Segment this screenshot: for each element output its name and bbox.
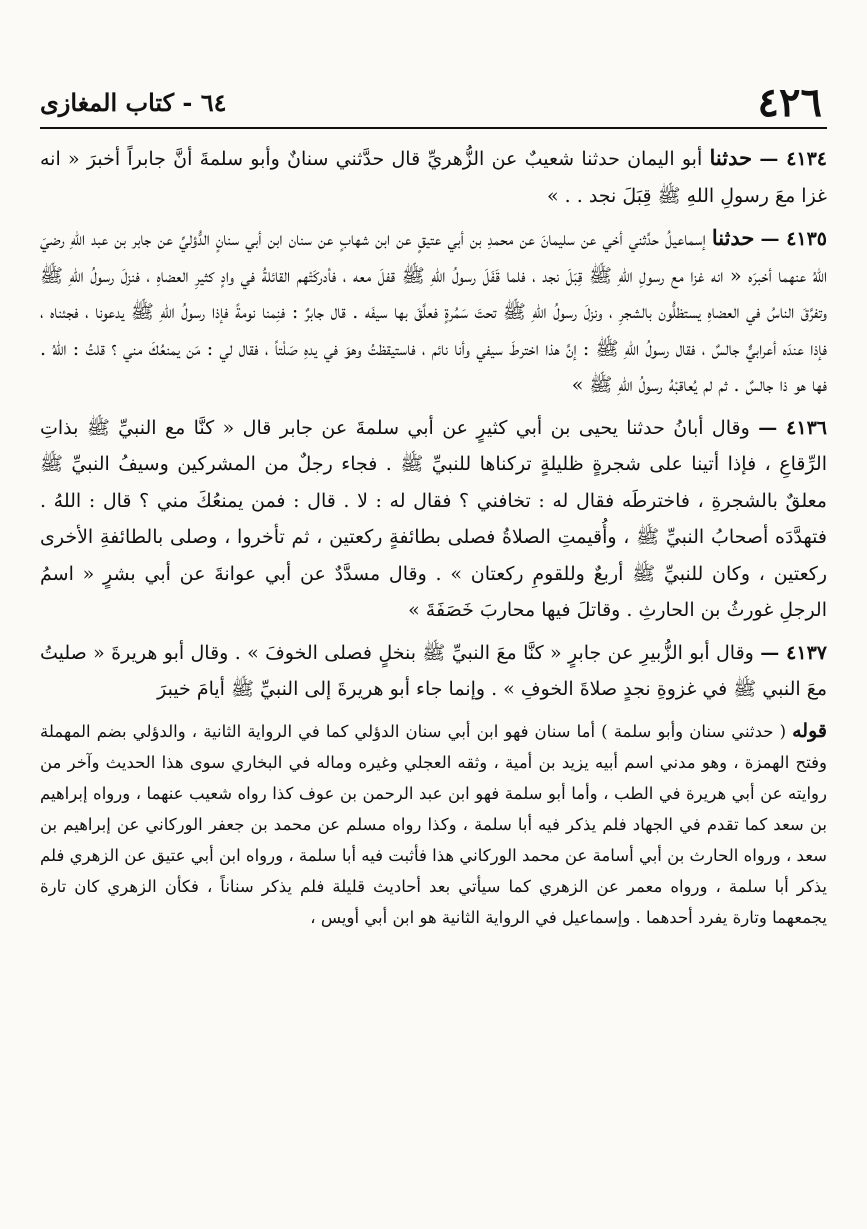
- commentary-text: ( حدثني سنان وأبو سلمة ) أما سنان فهو ابن أبي سنان الدؤلي كما في الرواية الثانية ، والدؤلي بضم المهملة وفتح الهمزة ، وهو مدني اسم أبيه يزيد بن أمية ، وثقه العجلي وغيره وماله في البخاري سوى هذا الحديث وآخر من روايته عن أبي هريرة في الطب ، وأما أبو سلمة فهو ابن عبد الرحمن بن عوف كذا رواه شعيب عنهما ، ورواه إبراهيم بن سعد كما تقدم في الجهاد فلم يذكر فيه أبا سلمة ، وكذا رواه مسلم عن محمد بن جعفر الوركاني عن إبراهيم بن سعد ، ورواه الحارث بن أبي أسامة عن محمد الوركاني هذا فأثبت فيه أبا سلمة ، ورواه ابن أبي عتيق عن الزهري فلم يذكر أبا سلمة ، ورواه معمر عن الزهري كما سيأتي بعد أحاديث قليلة فلم يذكر سناناً ، فكأن الزهري كان تارة يجمعهما وتارة يفرد أحدهما . وإسماعيل في الرواية الثانية هو ابن أبي أويس ،: [40, 721, 827, 927]
- hadith-number: ٤١٣٥ —: [760, 228, 828, 250]
- hadith-4134: [40, 140, 827, 214]
- hadith-number: ٤١٣٧ —: [760, 641, 827, 664]
- page-number: ٤٢٦: [757, 79, 822, 126]
- hadith-4137: [40, 635, 827, 708]
- page-content: [40, 140, 827, 949]
- hadith-number: ٤١٣٤ —: [759, 148, 828, 170]
- hadith-number: ٤١٣٦ —: [758, 416, 827, 439]
- haddathana-heading: حدثنا: [709, 145, 753, 170]
- hadith-4135: [40, 220, 827, 404]
- running-head: ٦٤ - كتاب المغازى: [40, 88, 227, 117]
- commentary: [40, 716, 827, 933]
- hadith-4136: [40, 410, 827, 629]
- hadith-text: وقال أبانُ حدثنا يحيى بن أبي كثيرٍ عن أبي سلمةَ عن جابر قال « كنَّا مع النبيِّ ﷺ بذاتِ الرِّقاعِ ، فإذا أتينا على شجرةٍ ظليلةٍ تركناها للنبيِّ ﷺ . فجاء رجلٌ من المشركين وسيفُ النبيِّ ﷺ معلقٌ بالشجرةِ ، فاخترطَه فقال له : تخافني ؟ فقال له : لا . قال : فمن يمنعُكَ مني ؟ قال : اللهُ . فتهدَّدَه أصحابُ النبيِّ ﷺ ، وأُقيمتِ الصلاةُ فصلى بطائفةٍ ركعتين ، ثم تأخروا ، وصلى بالطائفةِ الأخرى ركعتين ، وكان للنبيِّ ﷺ أربعٌ وللقومِ ركعتان » . وقال مسدَّدٌ عن أبي عوانةَ عن أبي بشرٍ « اسمُ الرجلِ غورثُ بن الحارثِ . وقاتلَ فيها محاربَ خَصَفَةَ »: [40, 416, 827, 621]
- page-header: [40, 80, 822, 126]
- hadith-text: وقال أبو الزُّبيرِ عن جابرٍ « كنَّا معَ النبيِّ ﷺ بنخلٍ فصلى الخوفَ » . وقال أبو هريرةَ « صليتُ معَ النبي ﷺ في غزوةِ نجدٍ صلاةَ الخوفِ » . وإنما جاء أبو هريرةَ إلى النبيِّ ﷺ أيامَ خيبرَ: [40, 641, 827, 700]
- haddathana-heading: حدثنا: [711, 225, 755, 250]
- hadith-text: إسماعيلُ حدَّثني أخي عن سليمانَ عن محمدِ بن أبي عتيقٍ عن ابن شهابٍ عن سنان ابن أبي سنانٍ الدُّؤليِّ عن جابر بن عبد اللهِ رضيَ اللهُ عنهما أخبرَه « انه غزا مع رسولِ اللهِ ﷺ قِبَلَ نجد ، فلما قَفَلَ رسولُ اللهِ ﷺ قفلَ معه ، فأدركَتْهم القائلةُ في وادٍ كثيرِ العضاهِ ، فنزلَ رسولُ اللهِ ﷺ وتفرَّقَ الناسُ في العضاهِ يستظلُّون بالشجرِ ، ونزلَ رسولُ اللهِ ﷺ تحتَ سَمُرةٍ فعلَّقَ بها سيفَه . قال جابرٌ : فنِمنا نومةً فإذا رسولُ اللهِ ﷺ يدعونا ، فجئناه ، فإذا عندَه أعرابيٌّ جالسٌ ، فقال رسولُ اللهِ ﷺ : إنَّ هذا اخترطَ سيفي وأنا نائم ، فاستيقظتُ وهوَ في يدهِ صَلْتاً ، فقال لي : مَن يمنعُكَ مني ؟ قلتُ : اللهُ . فها هو ذا جالسٌ . ثم لم يُعاقبْهُ رسولُ اللهِ ﷺ »: [40, 228, 827, 396]
- commentary-lead: قوله: [792, 719, 827, 742]
- hadith-text: أبو اليمان حدثنا شعيبٌ عن الزُّهريِّ قال حدَّثني سنانٌ وأبو سلمةَ أنَّ جابراً أخبرَ « انه غزا معَ رسولِ اللهِ ﷺ قِبَلَ نجد . . »: [40, 148, 827, 207]
- header-rule: [40, 127, 827, 129]
